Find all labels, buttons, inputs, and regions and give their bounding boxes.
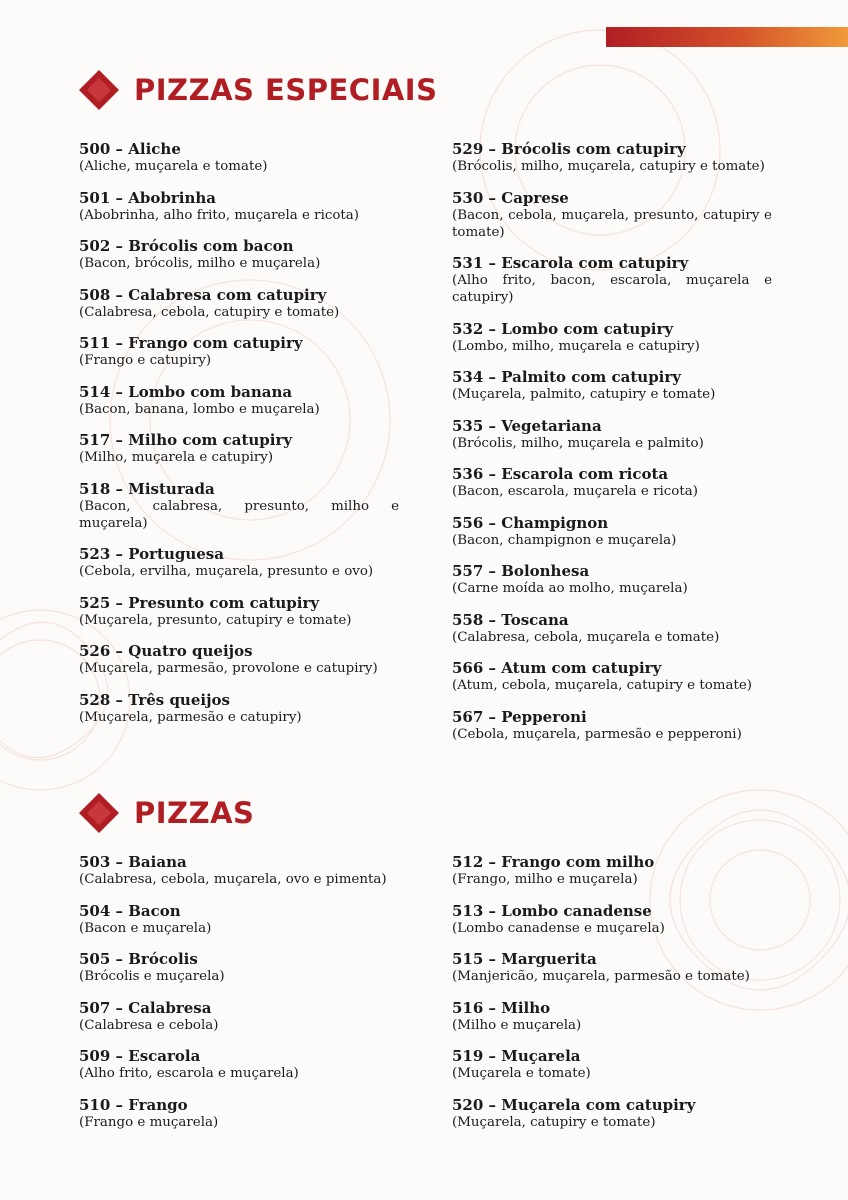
menu-item-name: 532 – Lombo com catupiry — [452, 319, 674, 338]
menu-item-name: 556 – Champignon — [452, 513, 609, 532]
menu-item-name: 514 – Lombo com banana — [79, 382, 293, 401]
menu-item — [79, 950, 399, 985]
menu-item-name: 503 – Baiana — [79, 853, 187, 871]
menu-item — [79, 691, 399, 726]
menu-item-name: 535 – Vegetariana — [452, 416, 602, 435]
menu-item-description: (Atum, cebola, muçarela, catupiry e tomate) — [452, 678, 753, 693]
menu-item — [79, 1096, 399, 1131]
menu-item-name: 523 – Portuguesa — [79, 545, 224, 563]
menu-item-description: (Muçarela, catupiry e tomate) — [452, 1114, 656, 1130]
menu-item-name: 509 – Escarola — [79, 1047, 201, 1065]
menu-item-description: (Abobrinha, alho frito, muçarela e ricota) — [79, 207, 360, 223]
menu-item — [79, 642, 399, 677]
menu-item-description: (Brócolis, milho, muçarela e palmito) — [452, 435, 704, 451]
menu-item-description: (Lombo canadense e muçarela) — [452, 920, 665, 936]
menu-item-description: (Aliche, muçarela e tomate) — [79, 159, 268, 174]
menu-item-name: 517 – Milho com catupiry — [79, 431, 293, 449]
menu-item-name: 502 – Brócolis com bacon — [79, 237, 294, 255]
menu-item — [452, 320, 772, 355]
menu-item — [79, 140, 399, 175]
pizzas-left-column — [79, 853, 399, 1144]
pizzas-right-column — [452, 853, 772, 1144]
menu-item — [79, 431, 399, 466]
diamond-ornament-icon — [78, 69, 120, 111]
menu-item-description: (Bacon, banana, lombo e muçarela) — [79, 401, 320, 417]
menu-item — [79, 334, 399, 369]
menu-item-description: (Bacon, calabresa, presunto, milho e muçarela) — [79, 498, 399, 531]
menu-item-name: 508 – Calabresa com catupiry — [79, 285, 327, 304]
menu-item-description: (Muçarela, parmesão e catupiry) — [79, 709, 302, 725]
section-title: PIZZAS — [134, 795, 255, 830]
menu-item-name: 536 – Escarola com ricota — [452, 465, 669, 483]
especiais-right-column — [452, 140, 772, 756]
menu-item — [79, 286, 399, 321]
menu-item-name: 513 – Lombo canadense — [452, 901, 652, 920]
menu-item — [79, 902, 399, 937]
menu-item — [452, 254, 772, 306]
menu-item — [452, 368, 772, 403]
menu-item-name: 516 – Milho — [452, 998, 551, 1017]
section-header-especiais — [78, 68, 437, 112]
menu-item — [79, 999, 399, 1034]
menu-item-name: 531 – Escarola com catupiry — [452, 254, 689, 272]
menu-item-name: 567 – Pepperoni — [452, 707, 587, 726]
menu-item-name: 518 – Misturada — [79, 479, 215, 498]
menu-item-name: 512 – Frango com milho — [452, 853, 655, 871]
menu-item-description: (Manjericão, muçarela, parmesão e tomate) — [452, 969, 750, 984]
section-header-pizzas — [78, 791, 254, 835]
menu-item — [452, 611, 772, 646]
menu-item — [452, 140, 772, 175]
especiais-left-column — [79, 140, 399, 739]
top-accent-bar — [606, 27, 848, 47]
menu-item — [452, 902, 772, 937]
menu-item-description: (Bacon, brócolis, milho e muçarela) — [79, 256, 321, 271]
menu-item-description: (Alho frito, escarola e muçarela) — [79, 1066, 299, 1081]
menu-item — [452, 1096, 772, 1131]
menu-item-name: 534 – Palmito com catupiry — [452, 368, 681, 386]
menu-item-name: 510 – Frango — [79, 1095, 188, 1114]
menu-item-name: 528 – Três queijos — [79, 690, 230, 709]
menu-item-description: (Milho, muçarela e catupiry) — [79, 450, 274, 465]
menu-item — [452, 417, 772, 452]
menu-item-name: 515 – Marguerita — [452, 950, 597, 968]
menu-item-name: 505 – Brócolis — [79, 950, 198, 968]
menu-item — [79, 480, 399, 532]
menu-item — [79, 545, 399, 580]
menu-item — [452, 514, 772, 549]
menu-item-description: (Calabresa, cebola, catupiry e tomate) — [79, 304, 340, 320]
menu-item-description: (Calabresa e cebola) — [79, 1017, 219, 1033]
menu-item-description: (Cebola, muçarela, parmesão e pepperoni) — [452, 726, 742, 742]
diamond-ornament-icon — [78, 792, 120, 834]
menu-item-description: (Frango, milho e muçarela) — [452, 872, 638, 887]
menu-item — [452, 465, 772, 500]
menu-item-description: (Frango e catupiry) — [79, 353, 212, 368]
menu-item-description: (Bacon e muçarela) — [79, 920, 212, 936]
menu-item-name: 511 – Frango com catupiry — [79, 334, 303, 352]
menu-item-description: (Frango e muçarela) — [79, 1114, 219, 1130]
menu-item-name: 566 – Atum com catupiry — [452, 659, 662, 677]
menu-item-name: 504 – Bacon — [79, 901, 181, 920]
menu-item-name: 507 – Calabresa — [79, 998, 212, 1017]
menu-item-description: (Bacon, champignon e muçarela) — [452, 532, 677, 548]
menu-item — [79, 853, 399, 888]
menu-item — [79, 189, 399, 224]
menu-item — [452, 659, 772, 694]
menu-item — [452, 1047, 772, 1082]
menu-item-name: 519 – Muçarela — [452, 1047, 581, 1065]
menu-item-description: (Cebola, ervilha, muçarela, presunto e ovo) — [79, 564, 374, 579]
menu-item-description: (Alho frito, bacon, escarola, muçarela e catupiry) — [452, 273, 772, 305]
menu-item — [452, 708, 772, 743]
menu-item — [452, 999, 772, 1034]
menu-item-description: (Bacon, cebola, muçarela, presunto, catupiry e tomate) — [452, 207, 772, 240]
menu-item-description: (Calabresa, cebola, muçarela e tomate) — [452, 629, 720, 645]
menu-item-name: 557 – Bolonhesa — [452, 562, 590, 580]
menu-item-name: 501 – Abobrinha — [79, 188, 217, 207]
menu-item-description: (Muçarela, palmito, catupiry e tomate) — [452, 387, 716, 402]
menu-item — [79, 237, 399, 272]
menu-item-name: 500 – Aliche — [79, 140, 181, 158]
menu-item-name: 526 – Quatro queijos — [79, 642, 253, 660]
menu-item — [79, 383, 399, 418]
menu-item-description: (Brócolis e muçarela) — [79, 969, 225, 984]
menu-item — [79, 1047, 399, 1082]
menu-item-description: (Muçarela e tomate) — [452, 1066, 591, 1081]
menu-item-name: 530 – Caprese — [452, 188, 569, 207]
menu-item-description: (Carne moída ao molho, muçarela) — [452, 581, 688, 596]
menu-item-description: (Calabresa, cebola, muçarela, ovo e pimenta) — [79, 872, 387, 887]
menu-item — [452, 950, 772, 985]
menu-item-description: (Bacon, escarola, muçarela e ricota) — [452, 484, 698, 499]
menu-item-name: 520 – Muçarela com catupiry — [452, 1095, 696, 1114]
menu-item — [452, 562, 772, 597]
menu-item-description: (Lombo, milho, muçarela e catupiry) — [452, 338, 700, 354]
menu-item-name: 558 – Toscana — [452, 610, 569, 629]
menu-item-name: 525 – Presunto com catupiry — [79, 593, 320, 612]
menu-item-description: (Muçarela, presunto, catupiry e tomate) — [79, 612, 352, 628]
menu-item — [79, 594, 399, 629]
menu-item-description: (Muçarela, parmesão, provolone e catupiry) — [79, 661, 378, 676]
section-title: PIZZAS ESPECIAIS — [134, 72, 438, 107]
menu-item-description: (Milho e muçarela) — [452, 1017, 582, 1033]
menu-item-name: 529 – Brócolis com catupiry — [452, 140, 686, 158]
menu-item — [452, 853, 772, 888]
menu-item-description: (Brócolis, milho, muçarela, catupiry e tomate) — [452, 159, 765, 174]
menu-item — [452, 189, 772, 241]
